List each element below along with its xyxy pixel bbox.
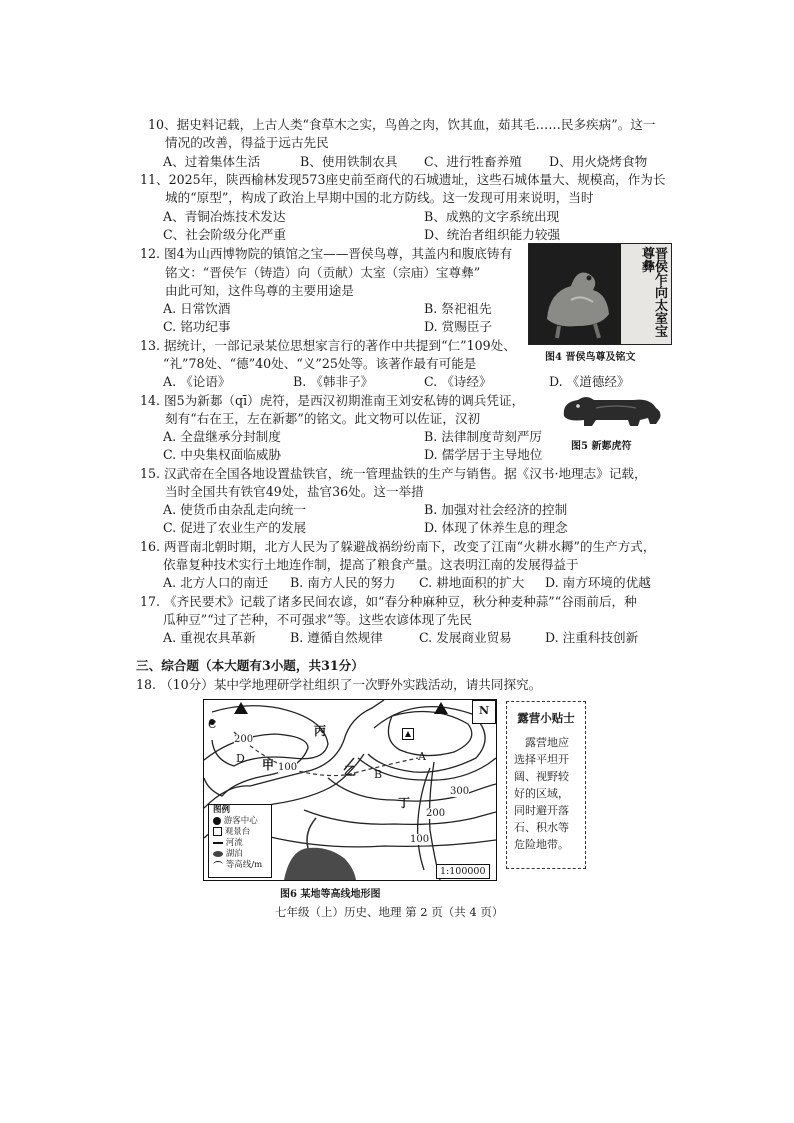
q17-option-b: B. 遵循自然规律 <box>290 630 383 645</box>
q10-line-1: 10、据史料记载，上古人类“食草木之实，鸟兽之肉，饮其血，茹其毛……民多疾病”。这一 <box>148 117 656 132</box>
q15-line-1: 15. 汉武帝在全国各地设置盐铁官，统一管理盐铁的生产与销售。据《汉书·地理志》记载， <box>140 466 647 481</box>
q17-line-1: 17. 《齐民要术》记载了诸多民间农谚，如“春分种麻种豆，秋分种麦种蒜”“谷雨前后，种 <box>140 594 637 609</box>
camping-tips-line: 危险地带。 <box>514 838 569 851</box>
q14-option-b: B. 法律制度苛刻严厉 <box>424 429 543 444</box>
q13-line-2: “礼”78处、“德”40处、“义”25处等。该著作最有可能是 <box>163 356 477 371</box>
contour-label: 100 <box>410 834 430 845</box>
camping-tips-body <box>514 734 581 853</box>
label-d: D <box>236 752 245 765</box>
q14-option-a: A. 全盘继承分封制度 <box>163 429 281 444</box>
q17-option-d: D. 注重科技创新 <box>545 630 639 645</box>
inscription-char: 乍 <box>654 273 668 288</box>
q13-option-a: A. 《论语》 <box>163 374 231 389</box>
contour-map <box>203 699 497 881</box>
q11-line-1: 11、2025年，陕西榆林发现573座史前至商代的石城遗址，这些石城体量大、规模高，作为长 <box>140 172 666 187</box>
fig5-caption: 图5 新郪虎符 <box>571 441 632 452</box>
inscription-char: 尊 <box>641 247 655 262</box>
q17-line-2: 瓜种豆”“过了芒种，不可强求”等。这些农谚体现了先民 <box>163 612 472 627</box>
q14-line-1: 14. 图5为新郪（qī）虎符，是西汉初期淮南王刘安私铸的调兵凭证， <box>140 393 525 408</box>
q10-option-d: D、用火烧烤食物 <box>549 154 648 169</box>
q14-line-2: 刻有“右在王，左在新郪”的铭文。此文物可以佐证，汉初 <box>165 411 481 426</box>
visitor-center-icon <box>213 817 221 825</box>
q13-line-1: 13. 据统计，一部记录某位思想家言行的著作中共提到“仁”109处、 <box>140 338 516 353</box>
camping-tips-line: 选择平坦开 <box>514 753 569 766</box>
q15-option-b: B. 加强对社会经济的控制 <box>424 502 568 517</box>
camp-icon <box>434 702 448 714</box>
camping-tips-line: 石、积水等 <box>514 821 569 834</box>
inscription-char: 彝 <box>641 260 655 275</box>
legend-item: 等高线/m <box>209 860 271 871</box>
q16-option-b: B. 南方人民的努力 <box>290 575 396 590</box>
camping-tips-line: 阔、视野较 <box>514 770 569 783</box>
q11-option-a: A、青铜冶炼技术发达 <box>163 209 286 224</box>
inscription-char: 宝 <box>654 325 668 340</box>
legend-item: 观景台 <box>209 827 271 838</box>
q12-option-c: C. 铭功纪事 <box>163 319 231 334</box>
q11-option-b: B、成熟的文字系统出现 <box>424 209 560 224</box>
q14-option-c: C. 中央集权面临威胁 <box>163 447 281 462</box>
camping-tips-line: 露营地应 <box>525 736 569 749</box>
q11-option-d: D、统治者组织能力较强 <box>424 227 561 242</box>
q16-option-a: A. 北方人口的南迁 <box>163 575 269 590</box>
map-legend <box>208 804 272 878</box>
q15-option-d: D. 体现了休养生息的理念 <box>424 520 568 535</box>
q13-option-c: C. 《诗经》 <box>424 374 492 389</box>
q18-line: 18. （10分）某中学地理研学社组织了一次野外实践活动，请共同探究。 <box>136 677 542 692</box>
contour-icon <box>213 861 223 868</box>
q12-option-b: B. 祭祀祖先 <box>424 301 492 316</box>
fig4-caption: 图4 晋侯鸟尊及铭文 <box>545 352 636 363</box>
q14-option-d: D. 儒学居于主导地位 <box>424 447 543 462</box>
label-jia: 甲 <box>262 758 275 772</box>
fig6-caption: 图6 某地等高线地形图 <box>280 889 381 900</box>
bird-zun-inscription <box>622 248 668 340</box>
tiger-tally-icon <box>556 390 666 432</box>
label-b: B <box>374 768 383 781</box>
q13-option-d: D. 《道德经》 <box>549 374 630 389</box>
label-ding: 丁 <box>398 796 411 810</box>
q11-option-c: C、社会阶级分化严重 <box>163 227 286 242</box>
q12-line-1: 12. 图4为山西博物院的镇馆之宝——晋侯鸟尊，其盖内和腹底铸有 <box>140 246 513 261</box>
contour-label: 200 <box>426 808 446 819</box>
q10-option-c: C、进行牲畜养殖 <box>424 154 522 169</box>
q10-line-2: 情况的改善，得益于远古先民 <box>165 135 329 150</box>
q15-line-2: 当时全国共有铁官49处，盐官36处。这一举措 <box>165 484 424 499</box>
inscription-char: 室 <box>654 312 668 327</box>
inscription-char: 太 <box>654 299 668 314</box>
camping-tips-box <box>506 701 586 869</box>
inscription-char: 侯 <box>654 260 668 275</box>
contour-label: 300 <box>450 786 470 797</box>
camping-tips-line: 同时避开落 <box>514 804 569 817</box>
north-arrow <box>472 700 496 724</box>
camping-tips-line: 好的区域， <box>514 787 569 800</box>
map-scale: 1:100000 <box>436 864 490 879</box>
camping-tips-title: 露营小贴士 <box>517 711 575 725</box>
lake-icon <box>213 851 223 857</box>
river-icon <box>213 842 223 844</box>
legend-title: 图例 <box>213 805 231 815</box>
contour-label: 100 <box>278 762 298 773</box>
inscription-char: 向 <box>654 286 668 301</box>
q10-option-a: A、过着集体生活 <box>163 154 261 169</box>
observatory-icon <box>402 728 414 740</box>
q15-option-a: A. 使货币由杂乱走向统一 <box>163 502 307 517</box>
q16-option-d: D. 南方环境的优越 <box>545 575 651 590</box>
label-c: C <box>208 718 217 731</box>
q17-option-c: C. 发展商业贸易 <box>419 630 512 645</box>
q13-option-b: B. 《韩非子》 <box>293 374 374 389</box>
section-three-heading: 三、综合题（本大题有3小题，共31分） <box>136 658 364 673</box>
camp-icon <box>234 702 248 714</box>
legend-item: 游客中心 <box>209 816 271 827</box>
q17-option-a: A. 重视农具革新 <box>163 630 256 645</box>
page-footer: 七年级（上）历史、地理 第 2 页（共 4 页） <box>275 905 504 919</box>
label-yi: 乙 <box>344 764 357 778</box>
q12-line-2: 铭文：“晋侯乍（铸造）向（贡献）太室（宗庙）宝尊彝” <box>165 265 481 280</box>
label-a: A <box>418 750 426 763</box>
legend-item: 湖泊 <box>209 849 271 860</box>
inscription-char: 晋 <box>654 247 668 262</box>
q12-line-3: 由此可知，这件鸟尊的主要用途是 <box>165 283 354 298</box>
q15-option-c: C. 促进了农业生产的发展 <box>163 520 307 535</box>
legend-item: 河流 <box>209 838 271 849</box>
q10-option-b: B、使用铁制农具 <box>300 154 398 169</box>
q16-line-1: 16. 两晋南北朝时期，北方人民为了躲避战祸纷纷南下，改变了江南“火耕水耨”的生产方式， <box>140 539 656 554</box>
q12-option-a: A. 日常饮酒 <box>163 301 231 316</box>
q16-option-c: C. 耕地面积的扩大 <box>419 575 525 590</box>
label-bing: 丙 <box>314 724 327 738</box>
q16-line-2: 依靠复种技术实行土地连作制，提高了粮食产量。这表明江南的发展得益于 <box>163 557 579 572</box>
north-label: N <box>478 704 490 717</box>
q12-option-d: D. 赏赐臣子 <box>424 319 493 334</box>
observatory-icon <box>213 827 222 836</box>
q11-line-2: 城的“原型”，构成了政治上早期中国的北方防线。这一发现可用来说明，当时 <box>165 190 594 205</box>
contour-label: 200 <box>234 734 254 745</box>
